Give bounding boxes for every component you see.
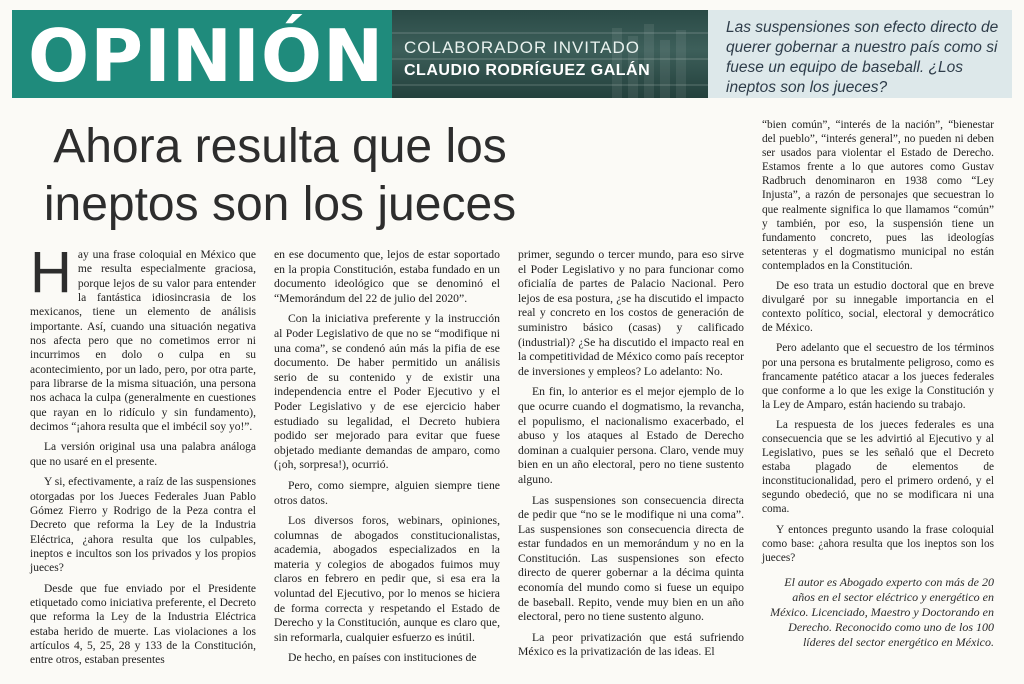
paragraph: En fin, lo anterior es el mejor ejemplo de lo que ocurre cuando el dogmatismo, la revancha, el populismo, el nacionalismo exacerbado, el abuso y los ataques al Estado de Derecho dominan a cualquier persona. Claro, vende muy bien en un año electoral, pero no tiene sustento alguno.	[518, 385, 744, 486]
paragraph: La peor privatización que está sufriendo México es la privatización de las ideas. El	[518, 630, 744, 659]
paragraph: La respuesta de los jueces federales es una consecuencia que se les advirtió al Ejecutivo y al Legislativo, pues se les señaló que el Decreto estaba plagado de elementos de inconstitucionalidad, pero el primero ordenó, y el segundo obedeció, que no se modificara ni una coma.	[762, 418, 994, 516]
author-banner	[392, 10, 708, 98]
paragraph: De hecho, en países con instituciones de	[288, 651, 477, 665]
paragraph: De eso trata un estudio doctoral que en breve divulgaré por su innegable importancia en el contexto político, social, electoral y democrático de México.	[762, 280, 994, 335]
book-spine	[660, 40, 670, 98]
author-name: CLAUDIO RODRÍGUEZ GALÁN	[404, 62, 651, 79]
drop-cap: H	[30, 240, 72, 305]
paragraph: Con la iniciativa preferente y la instrucción al Poder Legislativo de que no se “modifique ni una coma”, se condenó aún más la pifia de ese documento. De haber permitido un análisis serio de su contenido y de existir una independencia entre el Poder Ejecutivo y el Poder Legislativo y de ese ejercicio haber estudiado su legalidad, el Decreto hubiera podido ser mejorado para evitar que fuese objetado mediante demandas de amparo, como (¡oh, sorpresa!), ocurrió.	[274, 312, 500, 472]
article-column-3	[518, 248, 744, 666]
paragraph: Las suspensiones son consecuencia directa de pedir que “no se le modifique ni una coma”. Las suspensiones son consecuencia directa de estar fundados en un memorándum y no en la Constitución. Las suspensiones son efecto directo de querer gobernar a la décima quinta economía del mundo como si fuese un equipo de baseball. Repito, vende muy bien en un año electoral, pero no tiene sustento alguno.	[518, 493, 744, 624]
paragraph: primer, segundo o tercer mundo, para eso sirve el Poder Legislativo y no para funcionar como oficialía de partes de Palacio Nacional. Pero lejos de esa postura, ¿se ha discutido el impacto real y concreto en los costos de generación de suministro básico (casas) y calificado (industrial)? ¿Se ha discutido el impacto real en la competitividad de México como país receptor de inversiones y empleos? Lo adelanto: No.	[518, 248, 744, 378]
paragraph: “bien común”, “interés de la nación”, “bienestar del pueblo”, “interés general”, no pueden ni deben ser usados para violentar el Estado de Derecho. Estamos frente a lo que autores como Gustav Radbruch denominaron en 1938 como “Ley Injusta”, a razón de personajes que secuestran lo que realmente significa lo que llamamos “común” y también, por eso, la suspensión tiene un fundamento concreto, pues las ideologías setenteras y el dogmatismo municipal no están contemplados en la Constitución.	[762, 119, 994, 272]
paragraph: en ese documento que, lejos de estar soportado en la propia Constitución, estaba fundado en un documento ideológico que se denominó el “Memorándum del 22 de julio del 2020”.	[274, 248, 500, 305]
paragraph: La versión original usa una palabra análoga que no usaré en el presente.	[30, 441, 256, 468]
contributor-label: COLABORADOR INVITADO	[404, 38, 640, 57]
paragraph: Hay una frase coloquial en México que me resulta especialmente graciosa, porque lejos de su valor para entender la fantástica idiosincrasia de los mexicanos, tiene un elemento de análisis importante. Así, cuando una situación negativa nos afecta pero que no cometimos error ni incurrimos en dolo o culpa en su acontecimiento, por un lado, pero, por otra parte, para librarse de la misma situación, una persona nos achaca la culpa (generalmente en cuestiones que rayan en lo ridículo y sin fundamento), decimos “¡ahora resulta que el imbécil soy yo!”.	[30, 240, 256, 434]
article-column-1	[30, 240, 256, 674]
section-title: OPINIÓN	[28, 14, 385, 98]
bookshelf-line	[392, 32, 708, 34]
paragraph: Desde que fue enviado por el Presidente etiquetado como iniciativa preferente, el Decreto que reforma la Ley de la Industria Eléctrica estaba herido de muerte. Las violaciones a los artículos 4, 5, 25, 28 y 133 de la Constitución, entre otros, estaban presentes	[30, 582, 256, 667]
article-column-4	[762, 118, 994, 650]
column-header	[0, 0, 1024, 108]
author-bio: El autor es Abogado experto con más de 20 años en el sector eléctrico y energético en México. Licenciado, Maestro y Doctorando en Derecho. Reconocido como uno de los 100 líderes del sector energético en México.	[770, 574, 994, 649]
paragraph: Y si, efectivamente, a raíz de las suspensiones otorgadas por los Jueces Federales Juan Pablo Gómez Fierro y Rodrigo de la Peza contra el Decreto que reforma la Ley de la Industria Eléctrica, ¿ahora resulta que los culpables, ineptos e incultos son los privados y los propios jueces?	[30, 476, 256, 575]
pull-quote: Las suspensiones son efecto directo de querer gobernar a nuestro país como si fuese un equipo de baseball. ¿Los ineptos son los jueces?	[726, 19, 999, 96]
book-spine	[676, 30, 686, 98]
article-column-2	[274, 248, 500, 672]
paragraph: Pero, como siempre, alguien siempre tiene otros datos.	[274, 478, 500, 507]
article-headline: Ahora resulta que los ineptos son los jueces	[43, 120, 517, 231]
paragraph: Los diversos foros, webinars, opiniones, columnas de abogados constitucionalistas, academia, abogados especializados en la materia y colegios de abogados fuimos muy claros en febrero en pedir que, si esa era la voluntad del Ejecutivo, por lo menos se hiciera de forma correcta y respetando el Estado de Derecho y la Constitución, aunque es claro que, sin reformarla, cualquier esfuerzo es inútil.	[274, 514, 500, 644]
section-banner	[12, 10, 392, 98]
paragraph: Y entonces pregunto usando la frase coloquial como base: ¿ahora resulta que los ineptos son los jueces?	[762, 523, 994, 564]
book-spine	[644, 24, 654, 98]
pull-quote-box	[708, 10, 1012, 98]
paragraph: Pero adelanto que el secuestro de los términos por una persona es brutalmente peligroso, como es francamente patético atacar a los jueces federales que conforme a lo que les exige la Constitución y la Ley de Amparo, están haciendo su trabajo.	[762, 342, 994, 411]
